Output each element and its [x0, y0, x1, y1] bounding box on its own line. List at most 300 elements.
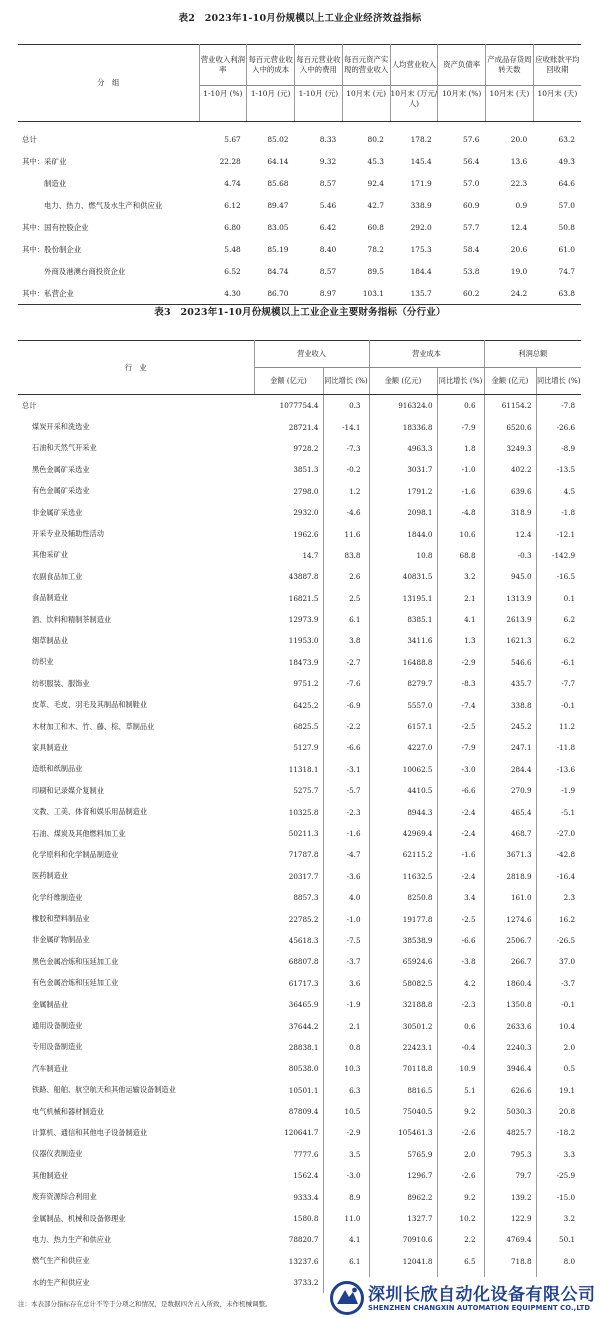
row-label: 金属制品、机械和设备修理业: [32, 1213, 126, 1223]
table-cell: 8816.5: [369, 1080, 437, 1101]
table-cell: 16488.8: [369, 652, 437, 673]
table-cell: -1.6: [437, 844, 484, 865]
table-cell: 1844.0: [369, 523, 437, 544]
row-label: 制造业: [44, 178, 67, 188]
row-label: 农副食品加工业: [32, 571, 83, 581]
watermark-company-cn: 深圳长欣自动化设备有限公司: [368, 1285, 596, 1305]
table-cell: 1.3: [437, 630, 484, 651]
table-cell: 3946.4: [484, 1058, 536, 1079]
table-row: [18, 523, 581, 544]
table-cell: 161.0: [484, 887, 536, 908]
table-cell: -0.1: [561, 1000, 576, 1010]
column-unit: 10月末 (天): [486, 86, 534, 122]
table-cell: 20317.7: [254, 866, 323, 887]
row-label: 印刷和记录媒介复制业: [32, 785, 104, 795]
table-cell: 16821.5: [254, 588, 323, 609]
column-header: 产成品存货周转天数: [486, 45, 534, 86]
table-row: [18, 282, 581, 305]
row-label: 水的生产和供应业: [32, 1277, 90, 1287]
table-cell: 79.7: [484, 1165, 536, 1186]
sub-header-growth: 同比增长 (%): [536, 368, 581, 395]
table-cell: 6425.2: [254, 694, 323, 715]
sub-header-growth: 同比增长 (%): [437, 368, 484, 395]
table-cell: 1296.7: [369, 1165, 437, 1186]
table-cell: 36465.9: [254, 994, 323, 1015]
table-cell: -1.0: [323, 908, 369, 929]
table-row: [18, 1037, 581, 1058]
table-cell: -2.3: [437, 994, 484, 1015]
table-cell: -3.8: [437, 951, 484, 972]
table-row: [18, 630, 581, 651]
table-cell: 3.2: [563, 1214, 576, 1224]
table-cell: 5127.9: [254, 737, 323, 758]
group-header-revenue: 营业收入: [254, 341, 369, 368]
table-cell: 5030.3: [484, 1101, 536, 1122]
table-cell: 80538.0: [254, 1058, 323, 1079]
table-cell: 270.9: [484, 780, 536, 801]
table-cell: 4.1: [437, 609, 484, 630]
table-cell: 8.97: [295, 282, 343, 305]
table-cell: 19177.8: [369, 908, 437, 929]
table-cell: 2.0: [437, 1144, 484, 1165]
table-cell: 6.2: [563, 636, 576, 646]
table-cell: 8.57: [319, 178, 337, 188]
row-label: 燃气生产和供应业: [32, 1256, 90, 1266]
row-label: 计算机、通信和其他电子设备制造业: [32, 1127, 148, 1137]
table-cell: 53.8: [463, 266, 480, 276]
changxin-logo-icon: [330, 1281, 364, 1315]
table-cell: -4.6: [323, 502, 369, 523]
table-cell: 11318.1: [254, 759, 323, 780]
table-cell: 6.1: [323, 1251, 369, 1272]
table-cell: -2.4: [437, 823, 484, 844]
table-cell: 3733.2: [254, 1272, 323, 1293]
table-cell: 60.8: [367, 222, 384, 232]
table-cell: 8944.3: [369, 801, 437, 822]
table-row: [18, 1101, 581, 1122]
table-cell: 435.7: [484, 673, 536, 694]
table-cell: 4769.4: [484, 1229, 536, 1250]
row-label: 家具制造业: [32, 742, 68, 752]
table-row: [18, 150, 581, 172]
group-header: 分 组: [18, 45, 199, 122]
row-label: 铁路、船舶、航空航天和其他运输设备制造业: [32, 1085, 176, 1095]
column-unit: 1-10月 (元): [295, 86, 343, 122]
row-label: 石油和天然气开采业: [32, 443, 97, 453]
table-cell: -3.0: [323, 1165, 369, 1186]
table-cell: 2613.9: [484, 609, 536, 630]
row-label: 其中：采矿业: [22, 156, 67, 166]
table-row: [18, 673, 581, 694]
row-label: 化学纤维制造业: [32, 892, 83, 902]
table-cell: 135.7: [390, 282, 438, 305]
table-cell: 58082.5: [369, 973, 437, 994]
footnote: 注：本表部分指标存在总计不等于分项之和情况，是数据四舍五入所致，未作机械调整。: [18, 1300, 272, 1308]
table-row: [18, 1058, 581, 1079]
table-cell: 16.2: [559, 914, 576, 924]
row-label: 专用设备制造业: [32, 1042, 83, 1052]
table-cell: 5.1: [437, 1080, 484, 1101]
table-row: [18, 172, 581, 194]
table-cell: 1350.8: [484, 994, 536, 1015]
table-cell: 1077754.4: [254, 395, 323, 417]
row-label: 造纸和纸制品业: [32, 764, 83, 774]
sub-header-growth: 同比增长 (%): [323, 368, 369, 395]
table-cell: 6.12: [224, 200, 241, 210]
table-cell: 92.4: [367, 178, 384, 188]
table-cell: 63.8: [533, 282, 581, 305]
table-cell: 57.0: [463, 178, 480, 188]
table-cell: 13195.1: [369, 588, 437, 609]
row-label: 总计: [22, 134, 37, 144]
sub-header-amount: 金额 (亿元): [369, 368, 437, 395]
table-cell: 10325.8: [254, 801, 323, 822]
table-cell: 3.2: [437, 566, 484, 587]
table-row: [18, 973, 581, 994]
table-cell: 2098.1: [369, 502, 437, 523]
table-cell: 5765.9: [369, 1144, 437, 1165]
table-cell: -8.3: [437, 673, 484, 694]
table-cell: -3.7: [561, 978, 576, 988]
table-cell: 42969.4: [369, 823, 437, 844]
table-cell: 50211.3: [254, 823, 323, 844]
table-row: [18, 823, 581, 844]
table-cell: -3.1: [323, 759, 369, 780]
table-cell: 8857.3: [254, 887, 323, 908]
row-label: 其他制造业: [32, 1170, 68, 1180]
table-cell: -7.8: [561, 401, 576, 411]
table-cell: 6825.5: [254, 716, 323, 737]
table-cell: 2506.7: [484, 930, 536, 951]
table-cell: 3.3: [563, 1149, 576, 1159]
table-row: [18, 416, 581, 437]
table-cell: 402.2: [484, 459, 536, 480]
table-cell: 70118.8: [369, 1058, 437, 1079]
table-cell: 10.2: [437, 1208, 484, 1229]
table-cell: 318.9: [484, 502, 536, 523]
table-row: [18, 652, 581, 673]
table-row: [18, 216, 581, 238]
table-cell: 64.6: [558, 178, 575, 188]
row-label: 文教、工美、体育和娱乐用品制造业: [32, 807, 148, 817]
table-cell: 14.7: [254, 545, 323, 566]
table-cell: 50.1: [559, 1235, 576, 1245]
table-cell: 2.6: [323, 566, 369, 587]
table-row: [18, 1080, 581, 1101]
table-cell: -0.4: [437, 1037, 484, 1058]
row-label: 食品制造业: [32, 593, 68, 603]
table-row: [18, 1122, 581, 1143]
table-row: [18, 737, 581, 758]
table-cell: 13.6: [510, 156, 528, 166]
table-cell: 68.8: [437, 545, 484, 566]
table-cell: 2818.9: [484, 866, 536, 887]
row-label: 橡胶和塑料制品业: [32, 914, 90, 924]
column-header: 资产负债率: [438, 45, 486, 86]
row-label: 化学原料和化学制品制造业: [32, 849, 119, 859]
table-cell: 13237.6: [254, 1251, 323, 1272]
table-cell: -6.1: [561, 657, 576, 667]
table-cell: 465.4: [484, 801, 536, 822]
table-cell: 75040.5: [369, 1101, 437, 1122]
row-label: 黑色金属矿采选业: [32, 464, 90, 474]
table-cell: 12.4: [510, 222, 528, 232]
row-label: 开采专业及辅助性活动: [32, 529, 104, 539]
table-cell: 22.28: [219, 156, 241, 166]
row-label: 电气机械和器材制造业: [32, 1106, 104, 1116]
table-cell: 145.4: [410, 156, 432, 166]
table-cell: 0.6: [437, 1015, 484, 1036]
table-cell: 40831.5: [369, 566, 437, 587]
table-cell: 80.2: [367, 134, 384, 144]
column-header: 人均营业收入: [390, 45, 438, 86]
table-cell: 20.0: [510, 134, 528, 144]
table-row: [18, 502, 581, 523]
table-cell: 1.8: [437, 438, 484, 459]
row-label: 汽车制造业: [32, 1063, 68, 1073]
table-cell: 58.4: [463, 244, 480, 254]
row-label: 电力、热力生产和供应业: [32, 1234, 112, 1244]
table-cell: -7.4: [437, 694, 484, 715]
table-cell: 175.3: [410, 244, 432, 254]
row-label: 木材加工和木、竹、藤、棕、草制品业: [32, 721, 155, 731]
table-cell: 19.1: [559, 1085, 576, 1095]
table-row: [18, 1251, 581, 1272]
table-cell: 11.2: [559, 722, 576, 732]
table-cell: 11.0: [323, 1208, 369, 1229]
table-row: [18, 481, 581, 502]
table-cell: 4.5: [563, 486, 576, 496]
table-cell: 61154.2: [484, 395, 536, 417]
table-cell: 718.8: [484, 1251, 536, 1272]
table-cell: 468.7: [484, 823, 536, 844]
table-row: [18, 780, 581, 801]
table-cell: -2.9: [323, 1122, 369, 1143]
row-label: 有色金属矿采选业: [32, 486, 90, 496]
table-cell: 8250.8: [369, 887, 437, 908]
table-cell: 10.4: [559, 1021, 576, 1031]
table-cell: 11632.5: [369, 866, 437, 887]
table-cell: 8.40: [319, 244, 337, 254]
table-cell: 6520.6: [484, 416, 536, 437]
table-cell: 3031.7: [369, 459, 437, 480]
table-cell: 89.5: [367, 266, 384, 276]
group-header-cost: 营业成本: [369, 341, 484, 368]
table-cell: 50.8: [558, 222, 575, 232]
table-cell: -1.0: [437, 459, 484, 480]
table-cell: 45618.3: [254, 930, 323, 951]
table-cell: -2.9: [437, 652, 484, 673]
table-cell: 3249.3: [484, 438, 536, 459]
table-row: [18, 694, 581, 715]
table-cell: 1580.8: [254, 1208, 323, 1229]
table-cell: 639.6: [484, 481, 536, 502]
row-label: 皮革、毛皮、羽毛及其制品和制鞋业: [32, 700, 148, 710]
table-cell: -142.9: [552, 550, 576, 560]
table-cell: 43887.8: [254, 566, 323, 587]
table-cell: -3.7: [323, 951, 369, 972]
row-label: 医药制造业: [32, 871, 68, 881]
table-cell: 62115.2: [369, 844, 437, 865]
table-cell: 57.6: [463, 134, 480, 144]
table-row: [18, 438, 581, 459]
table-cell: 70910.6: [369, 1229, 437, 1250]
table-cell: 9.32: [319, 156, 337, 166]
column-header: 营业收入利润率: [199, 45, 247, 86]
table-cell: 0.8: [323, 1037, 369, 1058]
table-cell: -15.0: [556, 1192, 576, 1202]
table2-economic-indicators: [18, 44, 581, 305]
row-label: 非金属矿物制品业: [32, 935, 90, 945]
table-cell: 4.1: [323, 1229, 369, 1250]
table-cell: -4.7: [323, 844, 369, 865]
table-cell: -1.9: [323, 994, 369, 1015]
table-cell: 4410.5: [369, 780, 437, 801]
row-label: 其中：私营企业: [18, 282, 199, 305]
table-cell: 4.74: [224, 178, 241, 188]
table-row: [18, 260, 581, 282]
table-cell: -7.5: [323, 930, 369, 951]
table-cell: 22785.2: [254, 908, 323, 929]
column-header: 每百元资产实现的营业收入: [342, 45, 390, 86]
table-cell: -25.9: [556, 1171, 576, 1181]
table-row: [18, 951, 581, 972]
table-cell: 1274.6: [484, 908, 536, 929]
row-label: 其中：国有控股企业: [22, 222, 89, 232]
table-row: [18, 1186, 581, 1207]
table-cell: 0.1: [563, 593, 576, 603]
table-cell: 85.19: [267, 244, 289, 254]
table-cell: 84.74: [267, 266, 289, 276]
column-unit: 1-10月 (元): [247, 86, 295, 122]
table-row: [18, 566, 581, 587]
table-cell: -6.6: [323, 737, 369, 758]
row-label: 煤炭开采和洗选业: [32, 422, 90, 432]
table2-title: 表2 2023年1-10月份规模以上工业企业经济效益指标: [178, 13, 422, 24]
table-cell: 78820.7: [254, 1229, 323, 1250]
table-cell: 8962.2: [369, 1186, 437, 1207]
table-cell: 0.3: [323, 395, 369, 417]
table-cell: 284.4: [484, 759, 536, 780]
table-cell: -7.6: [323, 673, 369, 694]
column-unit: 10月末 (元): [342, 86, 390, 122]
table-cell: 916324.0: [369, 395, 437, 417]
table-cell: 8279.7: [369, 673, 437, 694]
table-cell: -1.9: [561, 786, 576, 796]
column-header: 每百元营业收入中的成本: [247, 45, 295, 86]
table-row: [18, 930, 581, 951]
table-cell: 103.1: [342, 282, 390, 305]
table-row: [18, 1229, 581, 1250]
table-cell: 83.8: [323, 545, 369, 566]
table-row: [18, 1144, 581, 1165]
table-cell: 6.2: [563, 615, 576, 625]
table-cell: -1.6: [437, 481, 484, 502]
column-unit: 1-10月 (%): [199, 86, 247, 122]
table-cell: 2.5: [323, 588, 369, 609]
table-cell: 3.8: [323, 630, 369, 651]
table-cell: 6.1: [323, 609, 369, 630]
table-cell: 1.2: [323, 481, 369, 502]
table-cell: -7.3: [323, 438, 369, 459]
row-label: 酒、饮料和精制茶制造业: [32, 614, 112, 624]
table-cell: -7.7: [561, 679, 576, 689]
table-cell: 20.8: [559, 1107, 576, 1117]
table-cell: 266.7: [484, 951, 536, 972]
table-cell: -13.5: [556, 465, 576, 475]
table-cell: 2.1: [323, 1015, 369, 1036]
table-cell: 11953.0: [254, 630, 323, 651]
table-row: [18, 1208, 581, 1229]
table-cell: 12973.9: [254, 609, 323, 630]
table-cell: 4.30: [199, 282, 247, 305]
group-header-profit: 利润总额: [484, 341, 581, 368]
table-cell: 0.6: [437, 395, 484, 417]
row-label: 总计: [22, 400, 37, 410]
table-cell: 32188.8: [369, 994, 437, 1015]
table-cell: -6.6: [437, 780, 484, 801]
table-row: [18, 759, 581, 780]
table-cell: 1860.4: [484, 973, 536, 994]
table-row: [18, 545, 581, 566]
table-cell: -2.4: [437, 866, 484, 887]
table-cell: 9.2: [437, 1186, 484, 1207]
table-cell: 105461.3: [369, 1122, 437, 1143]
table-cell: 85.68: [267, 178, 289, 188]
table-row: [18, 716, 581, 737]
table-cell: 5.46: [319, 200, 337, 210]
table-cell: 12041.8: [369, 1251, 437, 1272]
table-cell: 945.0: [484, 566, 536, 587]
row-label: 外商及港澳台商投资企业: [44, 266, 126, 276]
table-cell: 83.05: [267, 222, 289, 232]
table-cell: 338.8: [484, 694, 536, 715]
table-cell: 86.70: [247, 282, 295, 305]
table-cell: 61.0: [558, 244, 575, 254]
table-cell: 5.48: [224, 244, 241, 254]
row-label: 有色金属冶炼和压延加工业: [32, 978, 119, 988]
table-cell: -3.6: [323, 866, 369, 887]
table-row: [18, 122, 581, 151]
table3-financial-indicators: [18, 340, 581, 1293]
table-cell: 2.0: [563, 1042, 576, 1052]
row-label: 通用设备制造业: [32, 1021, 83, 1031]
table-cell: 4.2: [437, 973, 484, 994]
table-row: [18, 866, 581, 887]
table-cell: 9333.4: [254, 1186, 323, 1207]
table-cell: 18336.8: [369, 416, 437, 437]
table-cell: 7777.6: [254, 1144, 323, 1165]
table-cell: 139.2: [484, 1186, 536, 1207]
table-cell: -5.1: [561, 807, 576, 817]
table-cell: 247.1: [484, 737, 536, 758]
table-cell: 74.7: [558, 266, 575, 276]
column-unit: 10月末 (万元/人): [390, 86, 438, 122]
table-cell: 89.47: [267, 200, 289, 210]
table-cell: 61717.3: [254, 973, 323, 994]
table-cell: 12.4: [484, 523, 536, 544]
table-row: [18, 1015, 581, 1036]
table-cell: -16.5: [556, 572, 576, 582]
table-cell: 2240.3: [484, 1037, 536, 1058]
table-cell: 795.3: [484, 1144, 536, 1165]
table-cell: -14.1: [323, 416, 369, 437]
table-cell: 10501.1: [254, 1080, 323, 1101]
table-cell: -11.8: [556, 743, 576, 753]
row-label: 纺织服装、服饰业: [32, 678, 90, 688]
table-cell: -2.2: [323, 716, 369, 737]
table-cell: 3.6: [323, 973, 369, 994]
